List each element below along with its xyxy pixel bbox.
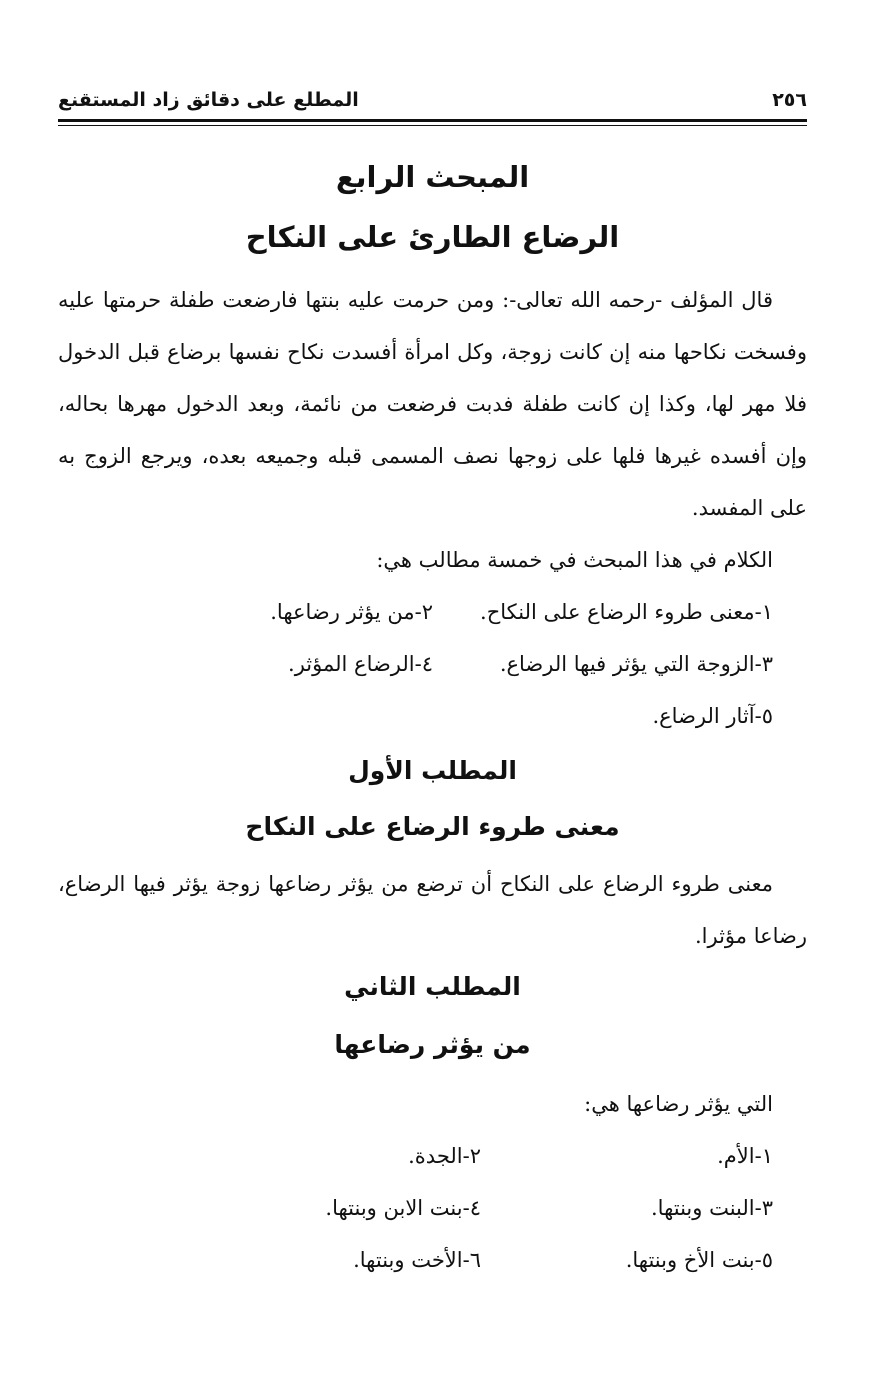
matlab1-body <box>58 858 807 962</box>
outline-item: ١-معنى طروء الرضاع على النكاح. <box>480 600 773 624</box>
list-row <box>58 1182 807 1234</box>
page-number: ٢٥٦ <box>772 89 807 111</box>
section-intro <box>58 274 807 742</box>
book-title: المطلع على دقائق زاد المستقنع <box>58 89 359 111</box>
outline-row <box>58 690 807 742</box>
intro-paragraph: قال المؤلف -رحمه الله تعالى-: ومن حرمت عليه بنتها فارضعت طفلة حرمتها عليه وفسخت نكاحها منه إن كانت زوجة، وكل امرأة أفسدت نكاح نفسها برضاع قبل الدخول فلا مهر لها، وكذا إن كانت طفلة فدبت فرضعت من نائمة، وبعد الدخول مهرها بحاله، وإن أفسده غيرها فلها على زوجها نصف المسمى قبله وجميعه بعده، ويرجع الزوج به على المفسد. <box>58 288 807 520</box>
matlab2-subtitle: من يؤثر رضاعها <box>334 1030 531 1059</box>
list-item: ٢-الجدة. <box>408 1144 481 1168</box>
list-item: ٣-البنت وبنتها. <box>651 1196 773 1220</box>
section-title: المبحث الرابع <box>335 160 530 194</box>
matlab1-title: المطلب الأول <box>348 756 517 785</box>
matlab1-subtitle: معنى طروء الرضاع على النكاح <box>245 812 620 841</box>
list-item: ٦-الأخت وبنتها. <box>353 1248 481 1272</box>
list-row <box>58 1234 807 1286</box>
outline-row <box>58 638 807 690</box>
outline-intro: الكلام في هذا المبحث في خمسة مطالب هي: <box>376 548 773 572</box>
header-rule-thick <box>58 119 807 122</box>
outline-item: ٣-الزوجة التي يؤثر فيها الرضاع. <box>499 652 773 676</box>
outline-item: ٥-آثار الرضاع. <box>652 704 773 728</box>
list-item: ١-الأم. <box>717 1144 773 1168</box>
header-rule-thin <box>58 125 807 126</box>
matlab1-paragraph: معنى طروء الرضاع على النكاح أن ترضع من يؤثر رضاعها زوجة يؤثر فيها الرضاع، رضاعا مؤثرا. <box>58 872 807 948</box>
matlab2-body <box>58 1078 807 1286</box>
outline-item: ٢-من يؤثر رضاعها. <box>270 600 433 624</box>
outline-item: ٤-الرضاع المؤثر. <box>288 652 433 676</box>
list-item: ٥-بنت الأخ وبنتها. <box>625 1248 773 1272</box>
running-header <box>58 80 807 120</box>
matlab2-intro: التي يؤثر رضاعها هي: <box>584 1092 773 1116</box>
section-subtitle: الرضاع الطارئ على النكاح <box>245 220 620 254</box>
matlab2-title: المطلب الثاني <box>344 972 521 1001</box>
list-row <box>58 1130 807 1182</box>
list-item: ٤-بنت الابن وبنتها. <box>325 1196 481 1220</box>
outline-row <box>58 586 807 638</box>
